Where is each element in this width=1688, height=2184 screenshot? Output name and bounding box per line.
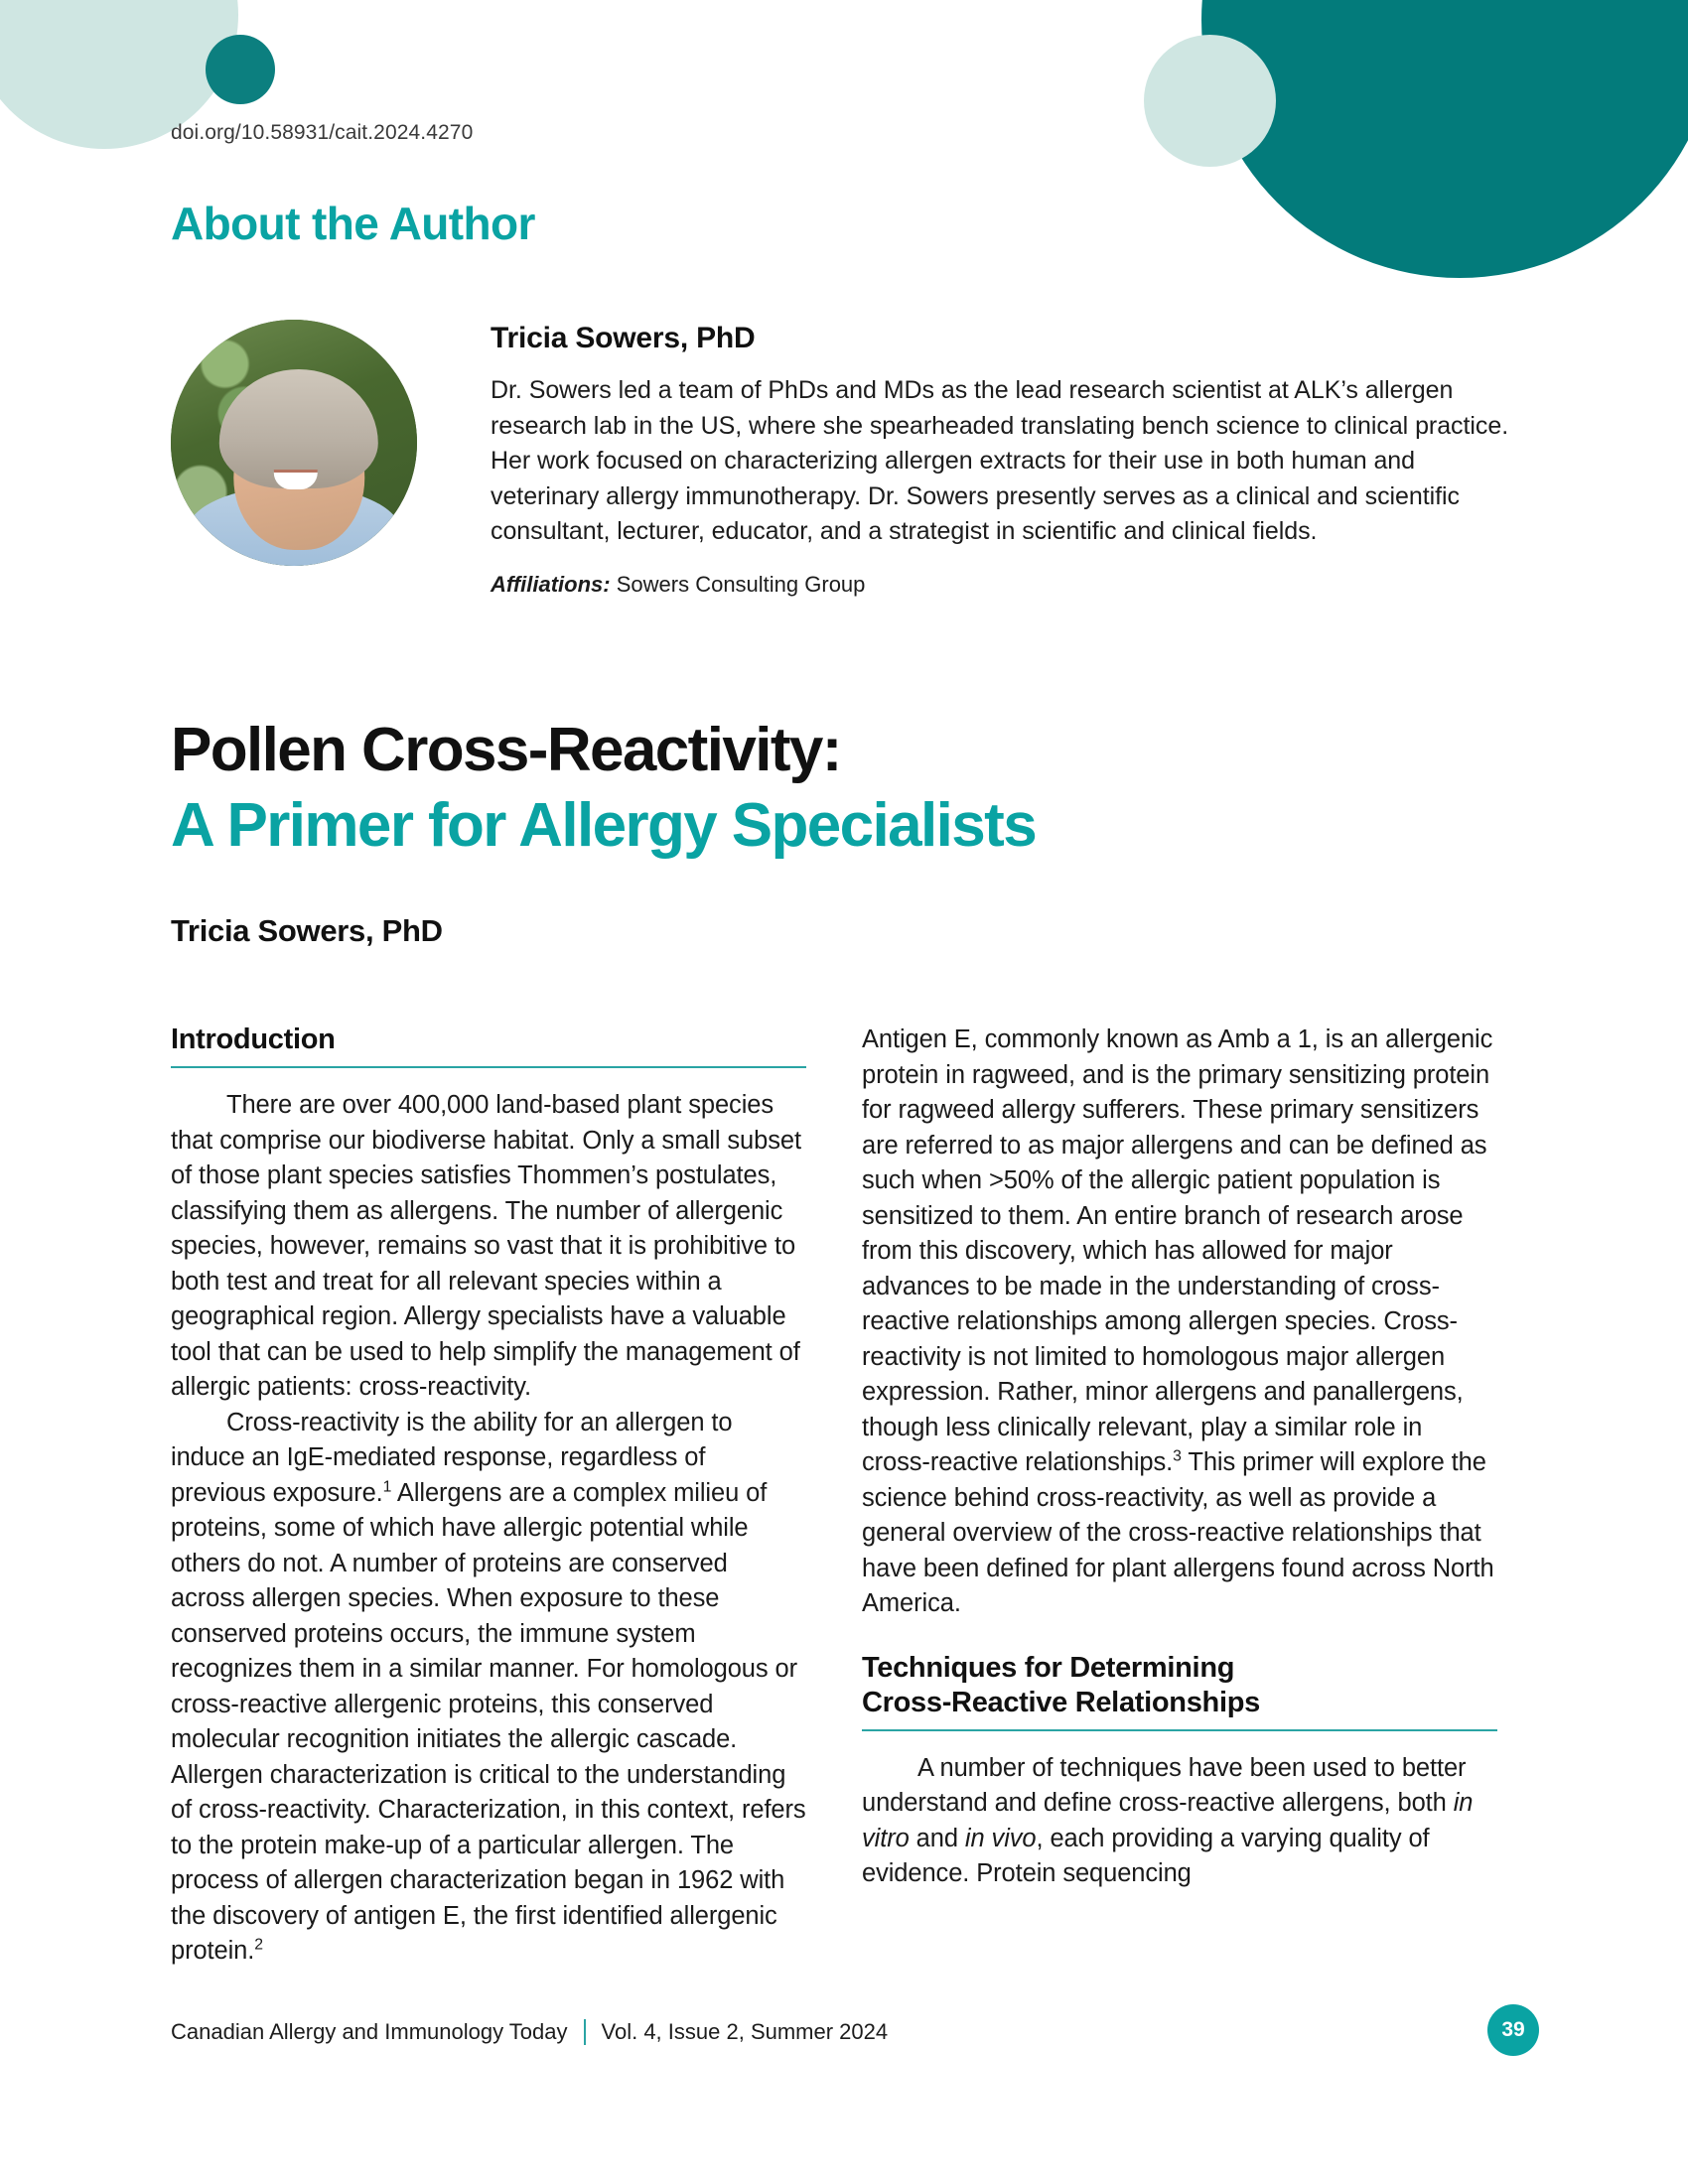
in-vitro-italic: in vitro <box>862 1789 1474 1852</box>
article-title-line-2: A Primer for Allergy Specialists <box>171 791 1037 860</box>
doi-text: doi.org/10.58931/cait.2024.4270 <box>171 121 474 144</box>
author-affiliations <box>491 572 1523 598</box>
in-vivo-italic: in vivo <box>964 1824 1037 1852</box>
techniques-heading-rule <box>862 1729 1497 1731</box>
footer-issue: Vol. 4, Issue 2, Summer 2024 <box>601 2019 889 2044</box>
author-headshot-photo <box>171 320 417 566</box>
decorative-circle-mint-top-right <box>1144 35 1276 167</box>
techniques-heading <box>862 1651 1497 1720</box>
right-column <box>862 1023 1497 1892</box>
left-paragraph-2 <box>171 1406 806 1970</box>
left-paragraph-1: There are over 400,000 land-based plant species that comprise our biodiverse habitat. Only a small subset of those plant species satisfies Thommen’s postulates, classifying them as allergens. The number of allergenic species, however, remains so vast that it is prohibitive to both test and treat for all relevant species within a geographical region. Allergy specialists have a valuable tool that can be used to help simplify the management of allergic patients: cross-reactivity. <box>171 1091 801 1401</box>
author-bio: Dr. Sowers led a team of PhDs and MDs as the lead research scientist at ALK’s allergen research lab in the US, where she spearheaded translating bench science to clinical practice. Her work focused on characterizing allergen extracts for their use in both human and veterinary allergy immunotherapy. Dr. Sowers presently serves as a clinical and scientific consultant, lecturer, educator, and a strategist in scientific and clinical fields. <box>491 376 1509 545</box>
article-title-line-1: Pollen Cross-Reactivity: <box>171 716 841 784</box>
techniques-heading-line-2: Cross-Reactive Relationships <box>862 1686 1260 1718</box>
introduction-heading-rule <box>171 1066 806 1068</box>
right-p1-part-a: Antigen E, commonly known as Amb a 1, is an allergenic protein in ragweed, and is the primary sensitizing protein for ragweed allergy sufferers. These primary sensitizers are referred to as major allergens and can be defined as such when >50% of the allergic patient population is sensitized to them. An entire branch of research arose from this discovery, which has allowed for major advances to be made in the understanding of cross-reactive relationships among allergen species. Cross-reactivity is not limited to homologous major allergen expression. Rather, minor allergens and panallergens, though less clinically relevant, play a similar role in cross-reactive relationships. <box>862 1025 1493 1476</box>
page-footer <box>171 2019 888 2045</box>
right-p1-part-b: This primer will explore the science behind cross-reactivity, as well as provide a general overview of the cross-reactive relationships that have been defined for plant allergens found across North America. <box>862 1448 1494 1617</box>
right-p2-part-a: A number of techniques have been used to better understand and define cross-reactive allergens, both <box>862 1753 1467 1817</box>
left-p2-part-b: Allergens are a complex milieu of proteins, some of which have allergic potential while others do not. A number of proteins are conserved across allergen species. When exposure to these conserved proteins occurs, the immune system recognizes them in a similar manner. For homologous or cross-reactive allergenic proteins, this conserved molecular recognition initiates the allergic cascade. Allergen characterization is critical to the understanding of cross-reactivity. Characterization, in this context, refers to the protein make-up of a particular allergen. The process of allergen characterization began in 1962 with the discovery of antigen E, the first identified allergenic protein. <box>171 1478 806 1965</box>
techniques-heading-line-1: Techniques for Determining <box>862 1651 1235 1684</box>
reference-marker-2: 2 <box>254 1936 263 1954</box>
footer-separator <box>584 2019 586 2045</box>
decorative-circle-teal-top-left <box>206 35 275 104</box>
right-paragraph-2 <box>862 1751 1497 1892</box>
about-the-author-heading: About the Author <box>171 198 535 249</box>
right-p2-part-c: , each providing a varying quality of evidence. Protein sequencing <box>862 1824 1430 1887</box>
author-name: Tricia Sowers, PhD <box>491 322 756 354</box>
right-paragraph-1 <box>862 1023 1497 1622</box>
footer-journal-name: Canadian Allergy and Immunology Today <box>171 2019 568 2044</box>
article-byline: Tricia Sowers, PhD <box>171 913 443 948</box>
left-column <box>171 1023 806 1970</box>
reference-marker-1: 1 <box>382 1478 392 1495</box>
affiliations-value: Sowers Consulting Group <box>616 571 866 597</box>
left-p2-part-a: Cross-reactivity is the ability for an allergen to induce an IgE-mediated response, regardless of previous exposure. <box>171 1408 733 1507</box>
reference-marker-3: 3 <box>1173 1447 1182 1465</box>
article-title <box>171 713 1521 864</box>
introduction-heading: Introduction <box>171 1024 336 1055</box>
right-p2-part-b: and <box>909 1824 965 1852</box>
page-number-badge: 39 <box>1487 2004 1539 2056</box>
decorative-circle-teal-top-right <box>1201 0 1688 278</box>
affiliations-label: Affiliations: <box>491 571 611 597</box>
author-text-block <box>491 320 1523 598</box>
